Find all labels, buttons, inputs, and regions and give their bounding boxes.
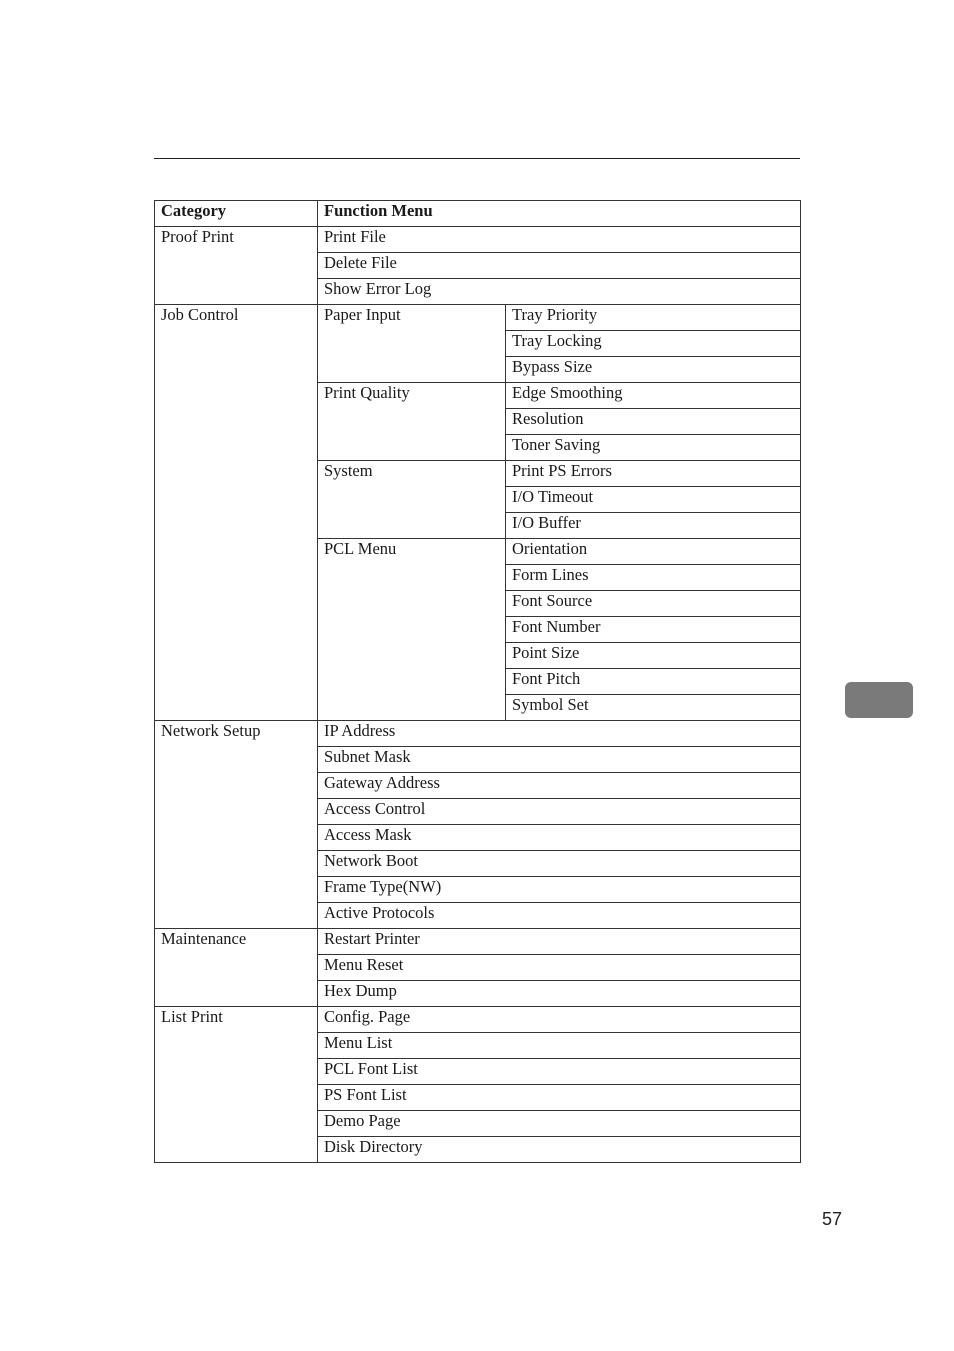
page-number: 57 (822, 1209, 843, 1229)
menu-item-cell: Form Lines (506, 565, 801, 591)
menu-item-cell: Tray Priority (506, 305, 801, 331)
menu-item-cell: Hex Dump (318, 981, 801, 1007)
menu-item-cell: Config. Page (318, 1007, 801, 1033)
menu-item-cell: Delete File (318, 253, 801, 279)
menu-item-cell: Orientation (506, 539, 801, 565)
submenu-cell: Print Quality (318, 383, 506, 461)
menu-item-cell: Symbol Set (506, 695, 801, 721)
menu-item-cell: Active Protocols (318, 903, 801, 929)
function-menu-table (154, 200, 801, 1163)
menu-item-cell: Font Source (506, 591, 801, 617)
menu-item-cell: Tray Locking (506, 331, 801, 357)
category-cell: Job Control (155, 305, 318, 721)
table-row (155, 305, 801, 331)
menu-item-cell: Resolution (506, 409, 801, 435)
menu-item-cell: I/O Timeout (506, 487, 801, 513)
menu-item-cell: Point Size (506, 643, 801, 669)
menu-item-cell: Disk Directory (318, 1137, 801, 1163)
category-cell: List Print (155, 1007, 318, 1163)
menu-item-cell: Print PS Errors (506, 461, 801, 487)
menu-item-cell: Edge Smoothing (506, 383, 801, 409)
table-row (155, 929, 801, 955)
menu-item-cell: Restart Printer (318, 929, 801, 955)
table-header-row (155, 201, 801, 227)
table-row (155, 227, 801, 253)
menu-item-cell: I/O Buffer (506, 513, 801, 539)
submenu-cell: Paper Input (318, 305, 506, 383)
menu-item-cell: PS Font List (318, 1085, 801, 1111)
menu-item-cell: Frame Type(NW) (318, 877, 801, 903)
menu-item-cell: Gateway Address (318, 773, 801, 799)
header-rule (154, 158, 800, 159)
chapter-thumb-tab (845, 682, 913, 718)
category-cell: Network Setup (155, 721, 318, 929)
menu-item-cell: PCL Font List (318, 1059, 801, 1085)
menu-item-cell: Network Boot (318, 851, 801, 877)
table-row (155, 721, 801, 747)
category-cell: Proof Print (155, 227, 318, 305)
menu-item-cell: Demo Page (318, 1111, 801, 1137)
menu-item-cell: Menu List (318, 1033, 801, 1059)
submenu-cell: PCL Menu (318, 539, 506, 721)
menu-item-cell: Font Pitch (506, 669, 801, 695)
menu-item-cell: IP Address (318, 721, 801, 747)
submenu-cell: System (318, 461, 506, 539)
menu-item-cell: Access Control (318, 799, 801, 825)
function-menu-header: Function Menu (318, 201, 801, 227)
menu-item-cell: Toner Saving (506, 435, 801, 461)
menu-item-cell: Subnet Mask (318, 747, 801, 773)
menu-item-cell: Menu Reset (318, 955, 801, 981)
menu-item-cell: Font Number (506, 617, 801, 643)
category-cell: Maintenance (155, 929, 318, 1007)
category-header: Category (155, 201, 318, 227)
menu-item-cell: Print File (318, 227, 801, 253)
table-row (155, 1007, 801, 1033)
menu-item-cell: Access Mask (318, 825, 801, 851)
menu-item-cell: Show Error Log (318, 279, 801, 305)
menu-item-cell: Bypass Size (506, 357, 801, 383)
